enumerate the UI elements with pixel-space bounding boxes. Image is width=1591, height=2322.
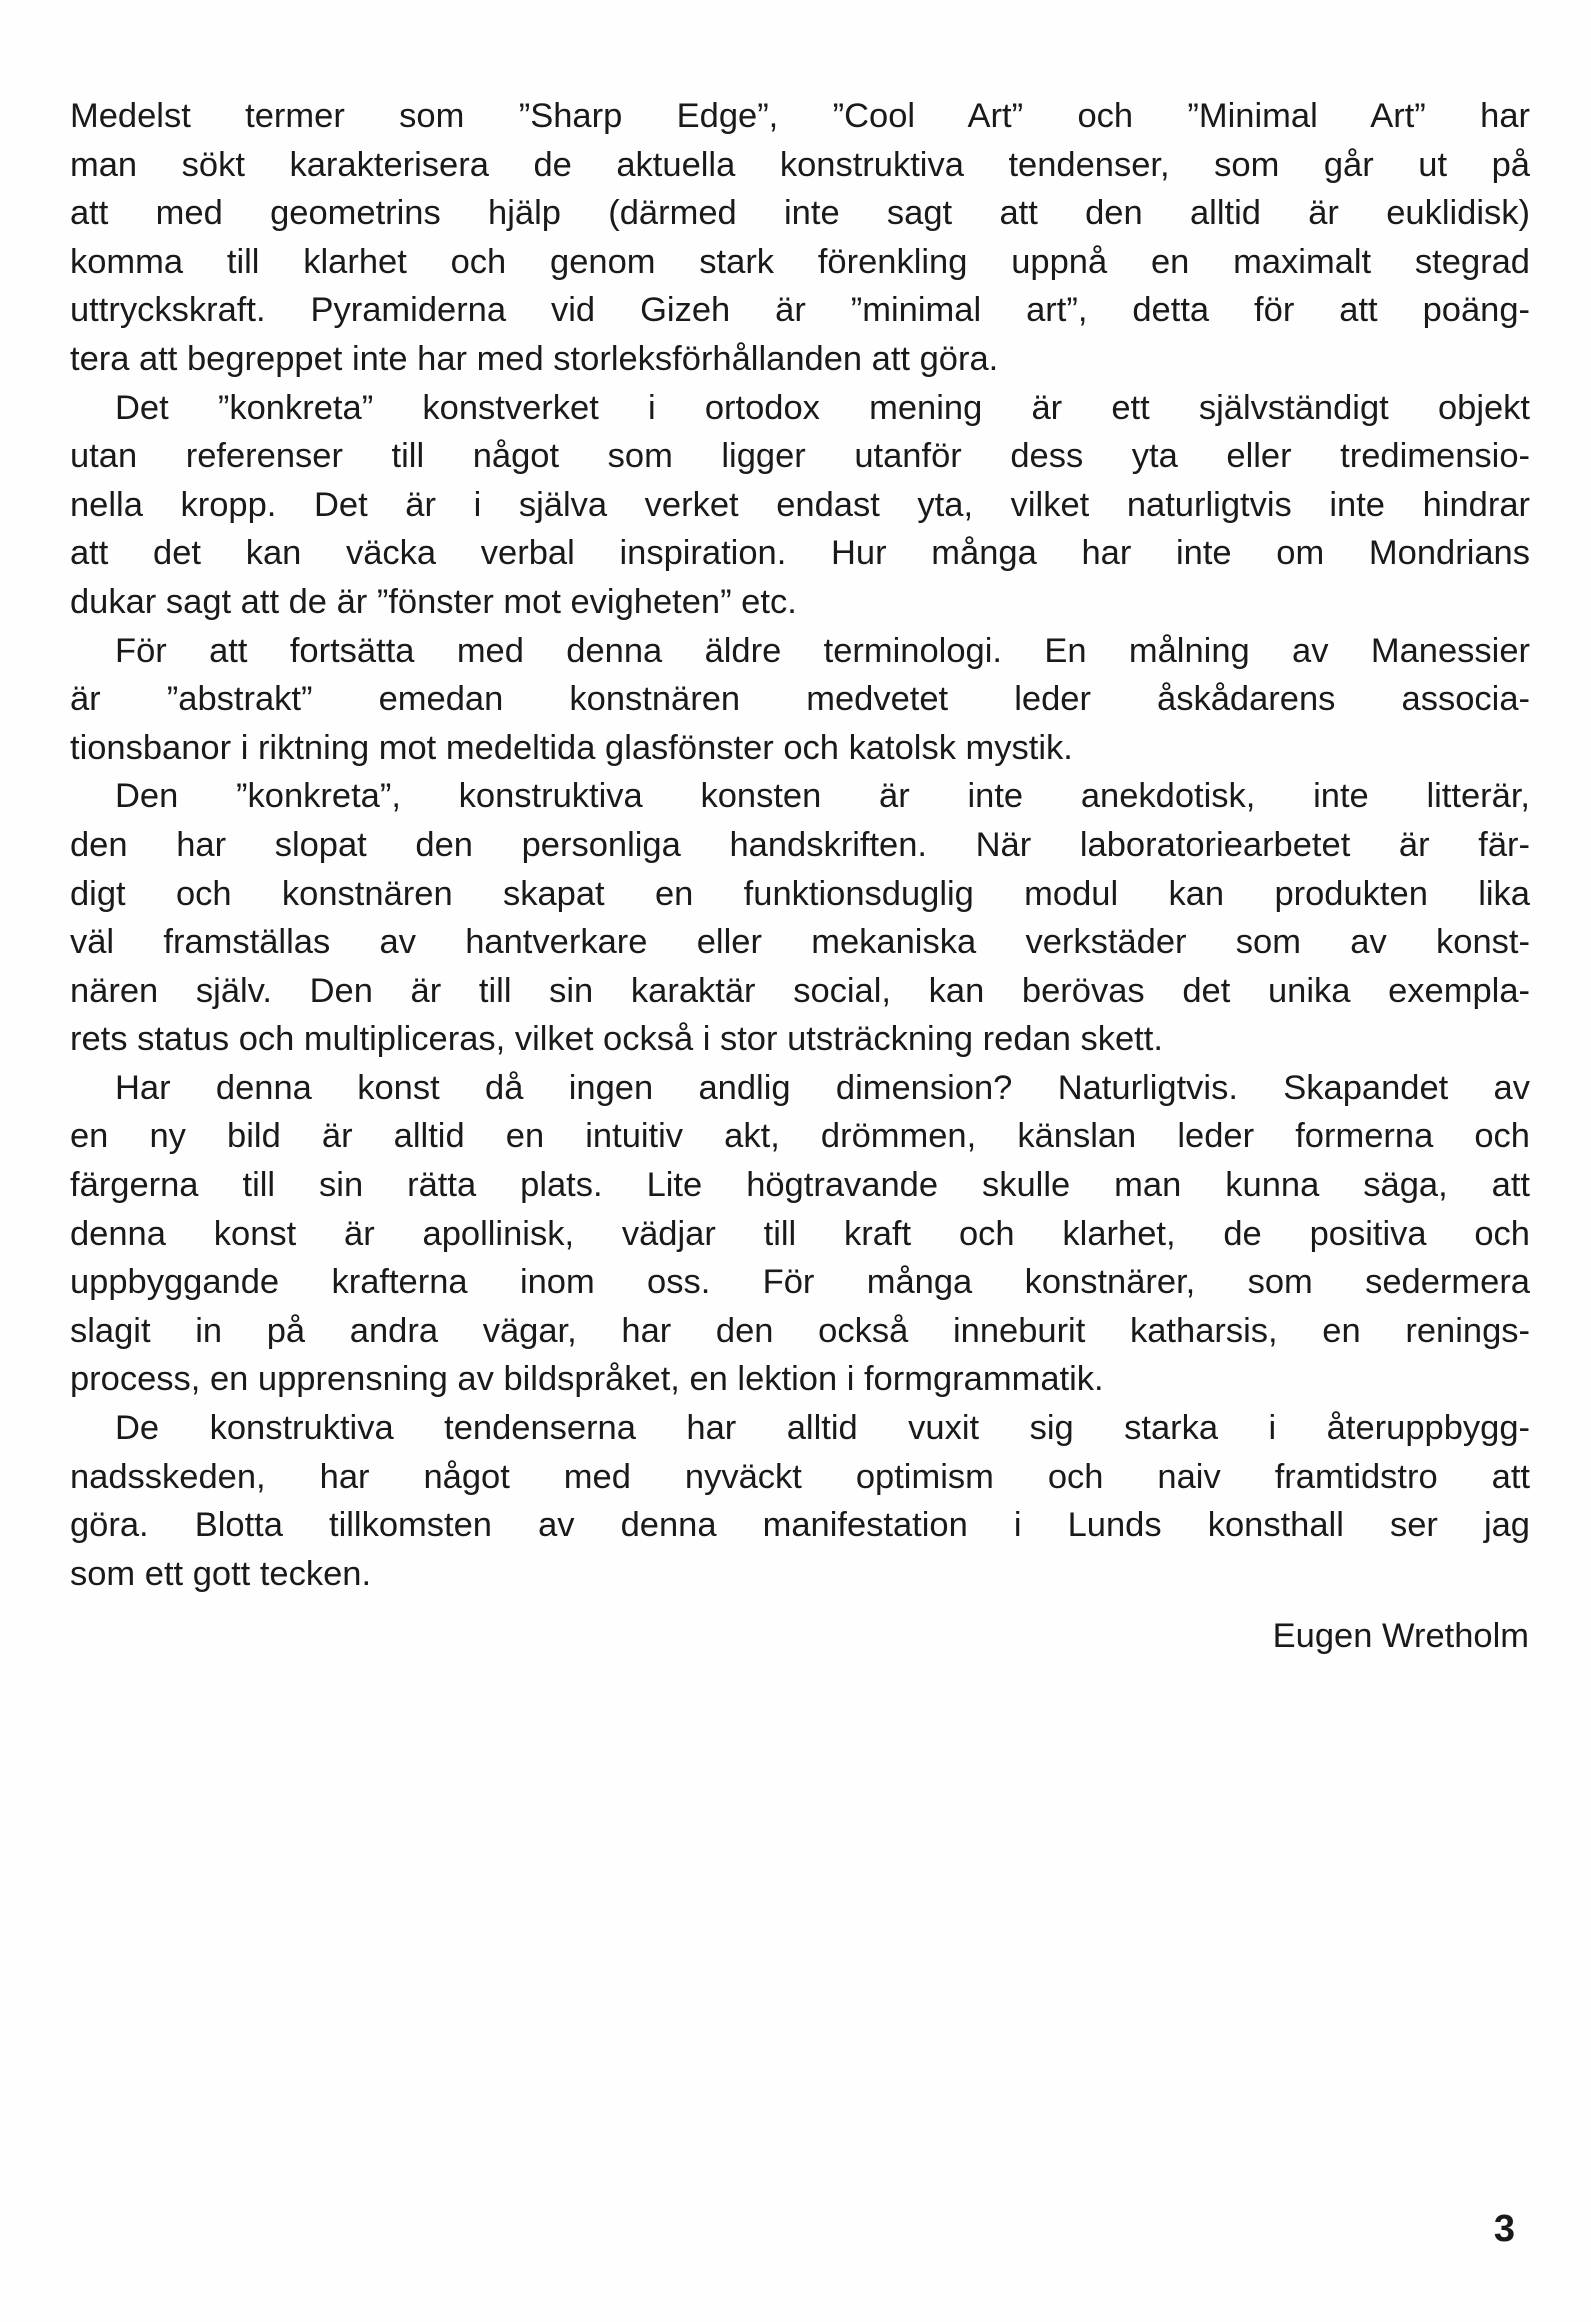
text-line: rets status och multipliceras, vilket också i stor utsträckning redan skett. bbox=[70, 1020, 1163, 1059]
text-line: nella kropp. Det är i själva verket endast yta, vilket naturligtvis inte hindrar bbox=[70, 485, 1530, 524]
text-line: är ”abstrakt” emedan konstnären medvetet leder åskådarens associa- bbox=[70, 680, 1530, 719]
article-body bbox=[70, 92, 1530, 1598]
page-number: 3 bbox=[1493, 2208, 1515, 2250]
text-line: komma till klarhet och genom stark förenkling uppnå en maximalt stegrad bbox=[70, 242, 1530, 281]
text-line: Har denna konst då ingen andlig dimension? Naturligtvis. Skapandet av bbox=[115, 1068, 1530, 1107]
text-line: Medelst termer som ”Sharp Edge”, ”Cool Art” och ”Minimal Art” har bbox=[70, 97, 1530, 135]
text-line: dukar sagt att de är ”fönster mot evigheten” etc. bbox=[70, 582, 797, 621]
author-signature: Eugen Wretholm bbox=[1272, 1617, 1529, 1655]
text-line: att med geometrins hjälp (därmed inte sagt att den alltid är euklidisk) bbox=[70, 194, 1530, 233]
text-line: Den ”konkreta”, konstruktiva konsten är inte anekdotisk, inte litterär, bbox=[115, 777, 1530, 816]
text-line: färgerna till sin rätta plats. Lite högtravande skulle man kunna säga, att bbox=[70, 1166, 1530, 1205]
text-line: att det kan väcka verbal inspiration. Hur många har inte om Mondrians bbox=[70, 534, 1530, 573]
text-line: De konstruktiva tendenserna har alltid vuxit sig starka i återuppbygg- bbox=[115, 1409, 1530, 1448]
text-line: process, en upprensning av bildspråket, en lektion i formgrammatik. bbox=[70, 1360, 1104, 1399]
text-line: tionsbanor i riktning mot medeltida glasfönster och katolsk mystik. bbox=[70, 728, 1073, 767]
text-line: man sökt karakterisera de aktuella konstruktiva tendenser, som går ut på bbox=[70, 145, 1530, 184]
text-line: digt och konstnären skapat en funktionsduglig modul kan produkten lika bbox=[70, 874, 1530, 913]
text-line: en ny bild är alltid en intuitiv akt, drömmen, känslan leder formerna och bbox=[70, 1117, 1530, 1156]
text-line: För att fortsätta med denna äldre terminologi. En målning av Manessier bbox=[115, 631, 1530, 670]
text-line: slagit in på andra vägar, har den också inneburit katharsis, en renings- bbox=[70, 1311, 1530, 1350]
text-line: uttryckskraft. Pyramiderna vid Gizeh är ”minimal art”, detta för att poäng- bbox=[70, 291, 1530, 330]
text-line: den har slopat den personliga handskriften. När laboratoriearbetet är fär- bbox=[70, 825, 1530, 864]
text-line: Det ”konkreta” konstverket i ortodox mening är ett självständigt objekt bbox=[115, 388, 1530, 427]
text-line: väl framställas av hantverkare eller mekaniska verkstäder som av konst- bbox=[70, 923, 1530, 962]
text-line: tera att begreppet inte har med storleksförhållanden att göra. bbox=[70, 339, 999, 378]
text-line: denna konst är apollinisk, vädjar till kraft och klarhet, de positiva och bbox=[70, 1214, 1530, 1253]
text-line: göra. Blotta tillkomsten av denna manifestation i Lunds konsthall ser jag bbox=[70, 1506, 1530, 1545]
text-line: utan referenser till något som ligger utanför dess yta eller tredimensio- bbox=[70, 437, 1530, 476]
text-line: som ett gott tecken. bbox=[70, 1554, 372, 1593]
text-line: nadsskeden, har något med nyväckt optimism och naiv framtidstro att bbox=[70, 1457, 1530, 1496]
text-line: uppbyggande krafterna inom oss. För många konstnärer, som sedermera bbox=[70, 1263, 1530, 1302]
text-line: nären själv. Den är till sin karaktär social, kan berövas det unika exempla- bbox=[70, 971, 1530, 1010]
